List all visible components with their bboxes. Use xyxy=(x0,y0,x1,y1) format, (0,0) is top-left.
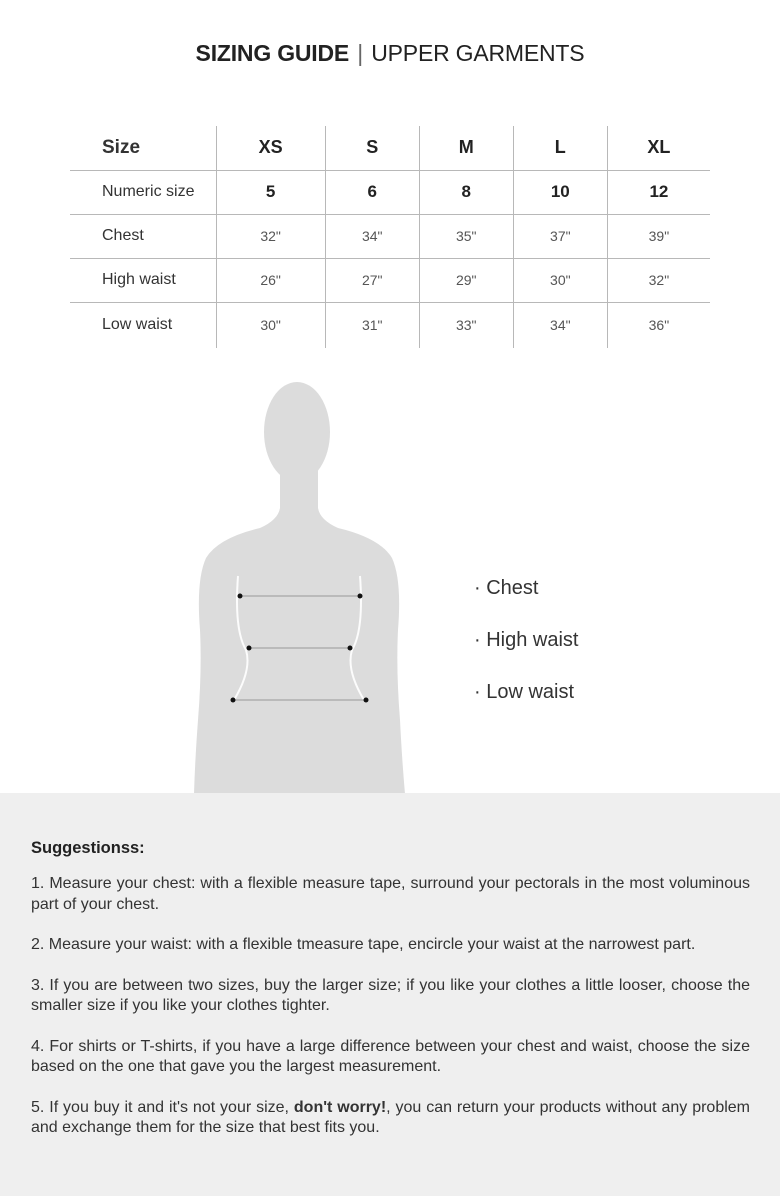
table-cell: 5 xyxy=(216,170,325,214)
table-row xyxy=(70,258,710,302)
table-cell: 39" xyxy=(607,214,710,258)
table-cell: 37" xyxy=(513,214,607,258)
suggestion-text: For shirts or T-shirts, if you have a large difference between your chest and waist, choose the size based on the one that gave you the largest measurement. xyxy=(31,1037,750,1075)
table-cell: 26" xyxy=(216,258,325,302)
suggestion-text: , you can return your products without any problem and exchange them for the size that best fits you. xyxy=(31,1098,751,1136)
suggestion-text: If you are between two sizes, buy the larger size; if you like your clothes a little looser, choose the smaller size if you like your clothes tighter. xyxy=(31,976,750,1014)
table-cell: 8 xyxy=(419,170,513,214)
legend-low-waist: · Low waist xyxy=(474,681,575,703)
table-cell: 36" xyxy=(607,302,710,348)
table-cell: 10 xyxy=(513,170,607,214)
suggestion-item xyxy=(31,874,750,915)
row-label-high-waist: High waist xyxy=(70,258,216,302)
suggestions-panel xyxy=(0,793,780,1196)
title-rest: UPPER GARMENTS xyxy=(371,40,585,66)
table-header-row xyxy=(70,126,710,170)
table-cell: 32" xyxy=(216,214,325,258)
size-header-xl: XL xyxy=(607,126,710,170)
measure-legend xyxy=(474,574,578,730)
table-cell: 30" xyxy=(513,258,607,302)
suggestion-number: 1. xyxy=(31,875,45,892)
row-label-chest: Chest xyxy=(70,214,216,258)
suggestion-text: Measure your waist: with a flexible tmeasure tape, encircle your waist at the narrowest part. xyxy=(44,936,696,953)
suggestion-item xyxy=(31,1098,750,1139)
row-label-low-waist: Low waist xyxy=(70,302,216,348)
size-table xyxy=(70,126,710,348)
table-cell: 29" xyxy=(419,258,513,302)
table-row xyxy=(70,170,710,214)
suggestion-number: 4. xyxy=(31,1037,45,1055)
table-cell: 30" xyxy=(216,302,325,348)
table-cell: 34" xyxy=(325,214,419,258)
table-cell: 12 xyxy=(607,170,710,214)
table-row xyxy=(70,302,710,348)
suggestion-item xyxy=(31,1037,750,1078)
table-cell: 35" xyxy=(419,214,513,258)
page-title xyxy=(0,40,780,67)
row-label-numeric: Numeric size xyxy=(70,170,216,214)
table-cell: 34" xyxy=(513,302,607,348)
title-separator: | xyxy=(357,40,364,66)
size-header-label: Size xyxy=(102,136,141,158)
table-cell: 6 xyxy=(325,170,419,214)
body-silhouette-icon xyxy=(190,380,420,794)
suggestion-bold: don't worry! xyxy=(293,1098,387,1116)
table-cell: 31" xyxy=(325,302,419,348)
table-cell: 33" xyxy=(419,302,513,348)
table-cell: 32" xyxy=(607,258,710,302)
suggestion-item xyxy=(31,935,750,956)
suggestion-text: If you buy it and it's not your size, xyxy=(44,1098,294,1116)
title-bold: SIZING GUIDE xyxy=(195,40,350,66)
suggestion-item xyxy=(31,976,750,1017)
legend-chest: · Chest xyxy=(474,577,539,599)
table-row xyxy=(70,214,710,258)
suggestion-number: 3. xyxy=(31,976,45,994)
suggestions-title: Suggestionss: xyxy=(31,839,145,857)
legend-high-waist: · High waist xyxy=(474,629,579,651)
size-header-s: S xyxy=(325,126,419,170)
suggestion-number: 2. xyxy=(31,936,45,953)
size-header-m: M xyxy=(419,126,513,170)
size-header-l: L xyxy=(513,126,607,170)
size-header-xs: XS xyxy=(216,126,325,170)
suggestion-number: 5. xyxy=(31,1098,45,1116)
table-cell: 27" xyxy=(325,258,419,302)
suggestion-text: Measure your chest: with a flexible measure tape, surround your pectorals in the most voluminous part of your chest. xyxy=(31,875,750,913)
